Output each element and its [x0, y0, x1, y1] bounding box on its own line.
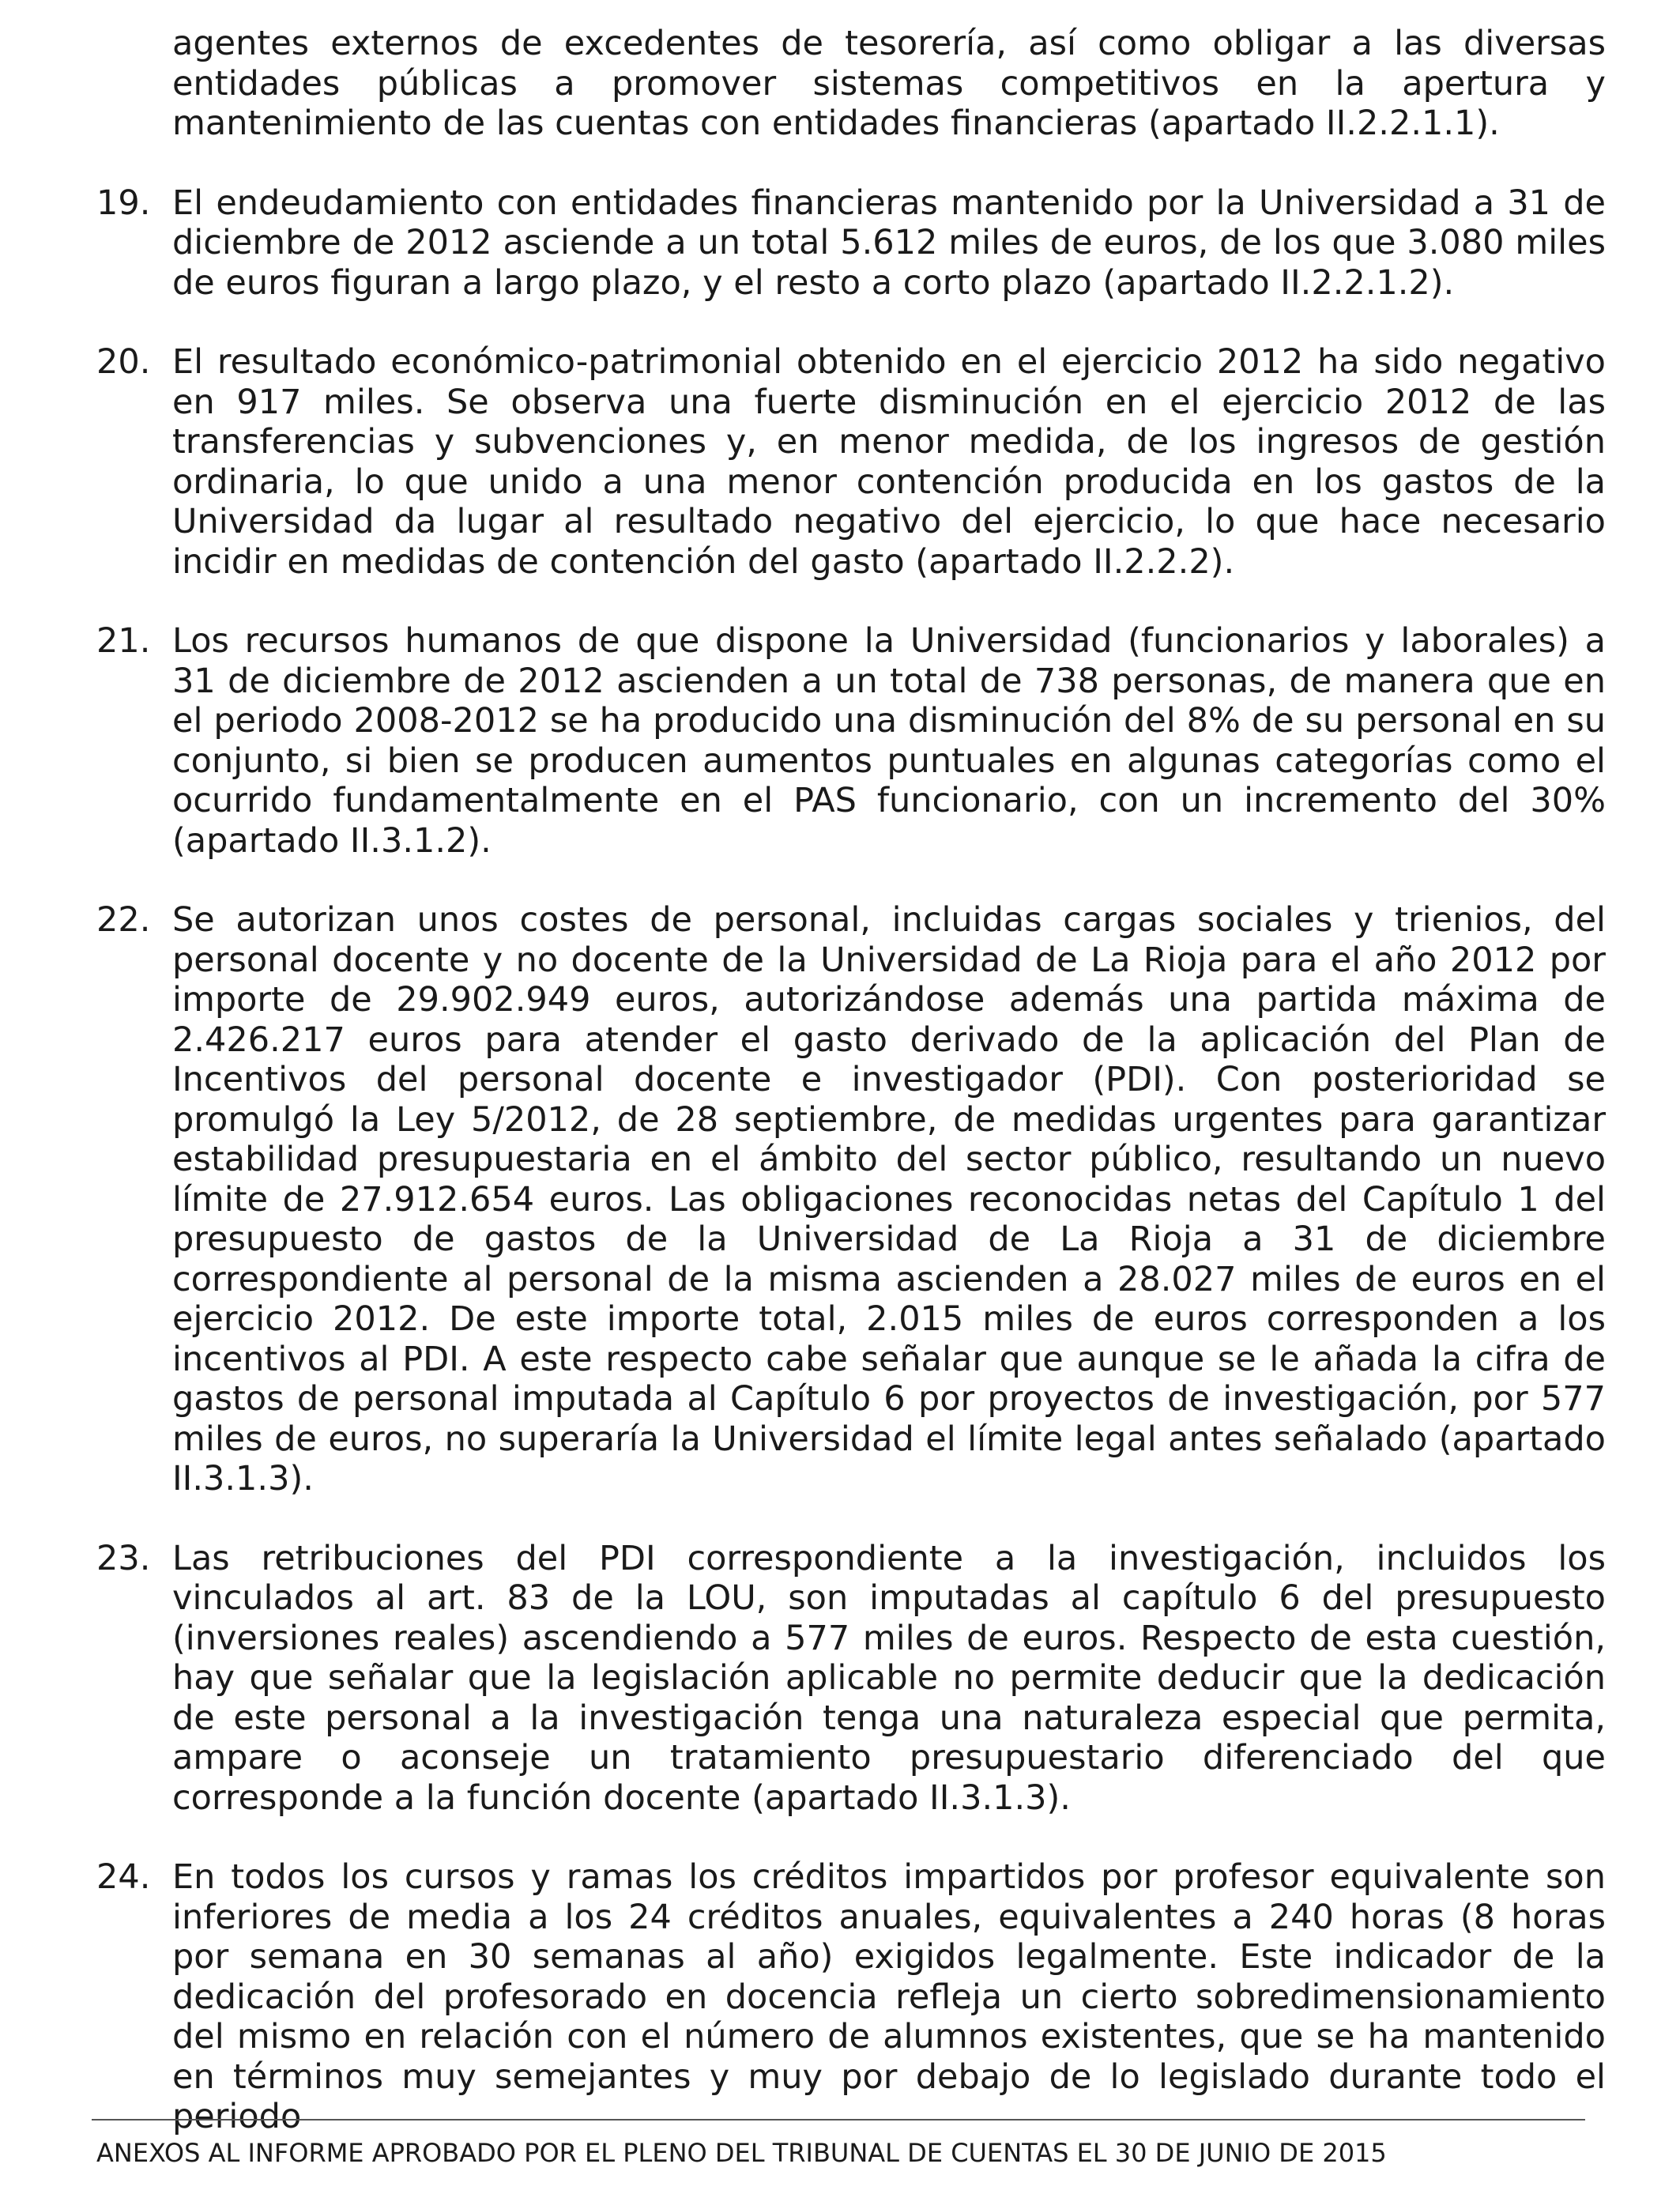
paragraph-text: Las retribuciones del PDI correspondiente a la investigación, incluidos los vinculados al art. 83 de la LOU, son imputadas al capítulo 6 del presupuesto (inversiones reales) ascendiendo a 577 miles de euros. Respecto de esta cuestión, hay que señalar que la legislación aplicable no permite deducir que la dedicación de este personal a la investigación tenga una naturaleza especial que permita, ampare o aconseje un tratamiento presupuestario diferenciado del que corresponde a la función docente (apartado II.3.1.3). — [172, 1538, 1606, 1818]
paragraph-number: 24. — [96, 1857, 151, 1897]
page-footer: ANEXOS AL INFORME APROBADO POR EL PLENO DEL TRIBUNAL DE CUENTAS EL 30 DE JUNIO DE 2015 — [96, 2138, 1387, 2168]
paragraph-22 — [96, 900, 1606, 1499]
paragraph-text: Los recursos humanos de que dispone la Universidad (funcionarios y laborales) a 31 de diciembre de 2012 ascienden a un total de 738 personas, de manera que en el periodo 2008-2012 se ha producido una disminución del 8% de su personal en su conjunto, si bien se producen aumentos puntuales en algunas categorías como el ocurrido fundamentalmente en el PAS funcionario, con un incremento del 30% (apartado II.3.1.2). — [172, 621, 1606, 861]
document-body — [96, 24, 1606, 2177]
paragraph-number: 21. — [96, 621, 151, 661]
paragraph-21 — [96, 621, 1606, 861]
paragraph-text: agentes externos de excedentes de tesorería, así como obligar a las diversas entidades públicas a promover sistemas competitivos en la apertura y mantenimiento de las cuentas con entidades financieras (apartado II.2.2.1.1). — [172, 24, 1606, 143]
paragraph-text: Se autorizan unos costes de personal, incluidas cargas sociales y trienios, del personal docente y no docente de la Universidad de La Rioja para el año 2012 por importe de 29.902.949 euros, autorizándose además una partida máxima de 2.426.217 euros para atender el gasto derivado de la aplicación del Plan de Incentivos del personal docente e investigador (PDI). Con posterioridad se promulgó la Ley 5/2012, de 28 septiembre, de medidas urgentes para garantizar estabilidad presupuestaria en el ámbito del sector público, resultando un nuevo límite de 27.912.654 euros. Las obligaciones reconocidas netas del Capítulo 1 del presupuesto de gastos de la Universidad de La Rioja a 31 de diciembre correspondiente al personal de la misma ascienden a 28.027 miles de euros en el ejercicio 2012. De este importe total, 2.015 miles de euros corresponden a los incentivos al PDI. A este respecto cabe señalar que aunque se le añada la cifra de gastos de personal imputada al Capítulo 6 por proyectos de investigación, por 577 miles de euros, no superaría la Universidad el límite legal antes señalado (apartado II.3.1.3). — [172, 900, 1606, 1498]
paragraph-number: 19. — [96, 183, 151, 223]
paragraph-number: 23. — [96, 1538, 151, 1578]
paragraph-24 — [96, 1857, 1606, 2137]
continuation-paragraph — [96, 24, 1606, 144]
paragraph-text: En todos los cursos y ramas los créditos impartidos por profesor equivalente son inferiores de media a los 24 créditos anuales, equivalentes a 240 horas (8 horas por semana en 30 semanas al año) exigidos legalmente. Este indicador de la dedicación del profesorado en docencia refleja un cierto sobredimensionamiento del mismo en relación con el número de alumnos existentes, que se ha mantenido en términos muy semejantes y muy por debajo de lo legislado durante todo el periodo — [172, 1857, 1606, 2136]
paragraph-number: 20. — [96, 342, 151, 382]
paragraph-19 — [96, 183, 1606, 303]
paragraph-text: El endeudamiento con entidades financieras mantenido por la Universidad a 31 de diciembre de 2012 asciende a un total 5.612 miles de euros, de los que 3.080 miles de euros figuran a largo plazo, y el resto a corto plazo (apartado II.2.2.1.2). — [172, 183, 1606, 303]
paragraph-number: 22. — [96, 900, 151, 940]
footer-divider — [92, 2119, 1585, 2120]
paragraph-20 — [96, 342, 1606, 582]
paragraph-text: El resultado económico-patrimonial obtenido en el ejercicio 2012 ha sido negativo en 917 miles. Se observa una fuerte disminución en el ejercicio 2012 de las transferencias y subvenciones y, en menor medida, de los ingresos de gestión ordinaria, lo que unido a una menor contención producida en los gastos de la Universidad da lugar al resultado negativo del ejercicio, lo que hace necesario incidir en medidas de contención del gasto (apartado II.2.2.2). — [172, 342, 1606, 582]
paragraph-23 — [96, 1539, 1606, 1819]
